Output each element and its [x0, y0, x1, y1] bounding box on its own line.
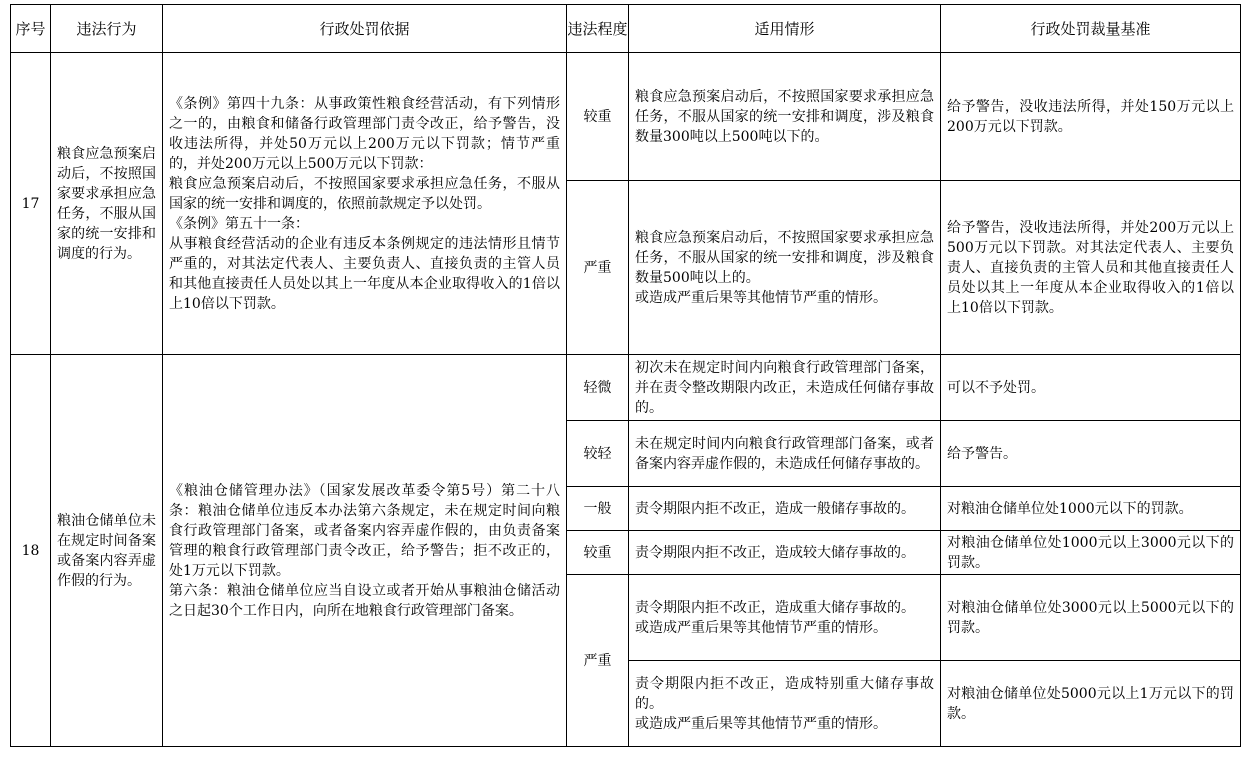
header-degree: 违法程度: [567, 5, 629, 53]
row-18-degree-1: 轻微: [567, 355, 629, 421]
header-row: [11, 5, 1241, 53]
row-18-basis: 《粮油仓储管理办法》（国家发展改革委令第5号）第二十八条：粮油仓储单位违反本办法第六条规定，未在规定时间向粮食行政管理部门备案，或者备案内容弄虚作假的，由负责备案管理的粮食行政管理部门责令改正，给予警告；拒不改正的，处1万元以下罚款。 第六条：粮油仓储单位应当自设立或者开始从事粮油仓储活动之日起30个工作日内，向所在地粮食行政管理部门备案。: [163, 355, 567, 747]
row-17-degree-1: 较重: [567, 53, 629, 181]
header-act: 违法行为: [51, 5, 163, 53]
row-18-standard-1: 可以不予处罚。: [941, 355, 1241, 421]
table-row-18a: [11, 355, 1241, 421]
row-17-standard-2: 给予警告，没收违法所得，并处200万元以上500万元以下罚款。对其法定代表人、主要负责人、直接负责的主管人员和其他直接责任人员处以其上一年度从本企业取得收入的1倍以上10倍以下罚款。: [941, 181, 1241, 355]
row-18-situation-1: 初次未在规定时间内向粮食行政管理部门备案，并在责令整改期限内改正，未造成任何储存事故的。: [629, 355, 941, 421]
row-18-situation-5: 责令期限内拒不改正，造成重大储存事故的。 或造成严重后果等其他情节严重的情形。: [629, 575, 941, 661]
table-row-17a: [11, 53, 1241, 181]
row-17-situation-2: 粮食应急预案启动后，不按照国家要求承担应急任务，不服从国家的统一安排和调度，涉及粮食数量500吨以上的。 或造成严重后果等其他情节严重的情形。: [629, 181, 941, 355]
row-18-no: 18: [11, 355, 51, 747]
row-18-situation-3: 责令期限内拒不改正，造成一般储存事故的。: [629, 487, 941, 531]
row-17-situation-1: 粮食应急预案启动后，不按照国家要求承担应急任务，不服从国家的统一安排和调度，涉及粮食数量300吨以上500吨以下的。: [629, 53, 941, 181]
row-18-standard-4: 对粮油仓储单位处1000元以上3000元以下的罚款。: [941, 531, 1241, 575]
penalty-discretion-table: [10, 4, 1241, 747]
row-18-situation-2: 未在规定时间内向粮食行政管理部门备案，或者备案内容弄虚作假的，未造成任何储存事故的。: [629, 421, 941, 487]
row-18-standard-5: 对粮油仓储单位处3000元以上5000元以下的罚款。: [941, 575, 1241, 661]
row-17-act: 粮食应急预案启动后，不按照国家要求承担应急任务，不服从国家的统一安排和调度的行为。: [51, 53, 163, 355]
row-18-situation-4: 责令期限内拒不改正，造成较大储存事故的。: [629, 531, 941, 575]
row-18-degree-5: 严重: [567, 575, 629, 747]
row-17-no: 17: [11, 53, 51, 355]
row-18-degree-3: 一般: [567, 487, 629, 531]
header-basis: 行政处罚依据: [163, 5, 567, 53]
row-18-situation-6: 责令期限内拒不改正，造成特别重大储存事故的。 或造成严重后果等其他情节严重的情形。: [629, 661, 941, 747]
row-18-act: 粮油仓储单位未在规定时间备案或备案内容弄虚作假的行为。: [51, 355, 163, 747]
row-18-standard-6: 对粮油仓储单位处5000元以上1万元以下的罚款。: [941, 661, 1241, 747]
header-standard: 行政处罚裁量基准: [941, 5, 1241, 53]
header-no: 序号: [11, 5, 51, 53]
row-18-degree-2: 较轻: [567, 421, 629, 487]
row-17-degree-2: 严重: [567, 181, 629, 355]
row-18-degree-4: 较重: [567, 531, 629, 575]
header-situation: 适用情形: [629, 5, 941, 53]
row-18-standard-3: 对粮油仓储单位处1000元以下的罚款。: [941, 487, 1241, 531]
row-18-standard-2: 给予警告。: [941, 421, 1241, 487]
row-17-standard-1: 给予警告，没收违法所得，并处150万元以上200万元以下罚款。: [941, 53, 1241, 181]
penalty-table-page: [10, 4, 1240, 747]
row-17-basis: 《条例》第四十九条：从事政策性粮食经营活动，有下列情形之一的，由粮食和储备行政管理部门责令改正，给予警告，没收违法所得，并处50万元以上200万元以下罚款；情节严重的，并处200万元以上500万元以下罚款： 粮食应急预案启动后，不按照国家要求承担应急任务，不服从国家的统一安排和调度的，依照前款规定予以处罚。 《条例》第五十一条： 从事粮食经营活动的企业有违反本条例规定的违法情形且情节严重的，对其法定代表人、主要负责人、直接负责的主管人员和其他直接责任人员处以其上一年度从本企业取得收入的1倍以上10倍以下罚款。: [163, 53, 567, 355]
